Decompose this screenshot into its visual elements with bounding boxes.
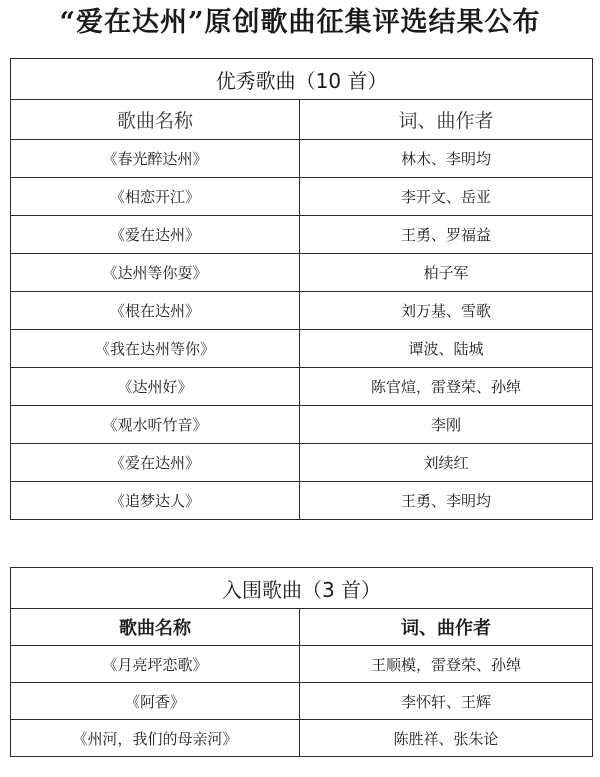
song-name-cell: 《爱在达州》 bbox=[11, 444, 300, 482]
table-row bbox=[11, 720, 593, 757]
song-name-cell: 《根在达州》 bbox=[11, 292, 300, 330]
column-header-authors: 词、曲作者 bbox=[300, 609, 593, 646]
table-row bbox=[11, 646, 593, 683]
column-header-song-name: 歌曲名称 bbox=[11, 609, 300, 646]
authors-cell: 李怀轩、王辉 bbox=[300, 683, 593, 720]
authors-cell: 陈官煊，雷登荣、孙绰 bbox=[300, 368, 593, 406]
finalist-songs-table bbox=[10, 567, 593, 757]
table-row bbox=[11, 406, 593, 444]
authors-cell: 李开文、岳亚 bbox=[300, 178, 593, 216]
song-name-cell: 《州河，我们的母亲河》 bbox=[11, 720, 300, 757]
authors-cell: 王勇、罗福益 bbox=[300, 216, 593, 254]
song-name-cell: 《阿香》 bbox=[11, 683, 300, 720]
authors-cell: 刘续红 bbox=[300, 444, 593, 482]
table-row bbox=[11, 216, 593, 254]
song-name-cell: 《达州好》 bbox=[11, 368, 300, 406]
authors-cell: 谭波、陆城 bbox=[300, 330, 593, 368]
excellent-table-caption: 优秀歌曲（10 首） bbox=[11, 59, 593, 100]
authors-cell: 陈胜祥、张朱论 bbox=[300, 720, 593, 757]
page-title: “爱在达州”原创歌曲征集评选结果公布 bbox=[59, 7, 541, 38]
authors-cell: 林木、李明均 bbox=[300, 140, 593, 178]
song-name-cell: 《达州等你耍》 bbox=[11, 254, 300, 292]
authors-cell: 王顺模，雷登荣、孙绰 bbox=[300, 646, 593, 683]
finalist-table-caption: 入围歌曲（3 首） bbox=[11, 568, 593, 609]
table-row bbox=[11, 444, 593, 482]
authors-cell: 刘万基、雪歌 bbox=[300, 292, 593, 330]
excellent-songs-table bbox=[10, 58, 593, 520]
table-row bbox=[11, 292, 593, 330]
table-row bbox=[11, 330, 593, 368]
song-name-cell: 《我在达州等你》 bbox=[11, 330, 300, 368]
table-row bbox=[11, 254, 593, 292]
authors-cell: 柏子军 bbox=[300, 254, 593, 292]
table-row bbox=[11, 368, 593, 406]
column-header-song-name: 歌曲名称 bbox=[11, 100, 300, 140]
song-name-cell: 《追梦达人》 bbox=[11, 482, 300, 520]
table-row bbox=[11, 178, 593, 216]
table-row bbox=[11, 683, 593, 720]
table-row bbox=[11, 482, 593, 520]
song-name-cell: 《相恋开江》 bbox=[11, 178, 300, 216]
song-name-cell: 《月亮坪恋歌》 bbox=[11, 646, 300, 683]
table-row bbox=[11, 140, 593, 178]
authors-cell: 李刚 bbox=[300, 406, 593, 444]
authors-cell: 王勇、李明均 bbox=[300, 482, 593, 520]
song-name-cell: 《爱在达州》 bbox=[11, 216, 300, 254]
column-header-authors: 词、曲作者 bbox=[300, 100, 593, 140]
song-name-cell: 《春光醉达州》 bbox=[11, 140, 300, 178]
song-name-cell: 《观水听竹音》 bbox=[11, 406, 300, 444]
